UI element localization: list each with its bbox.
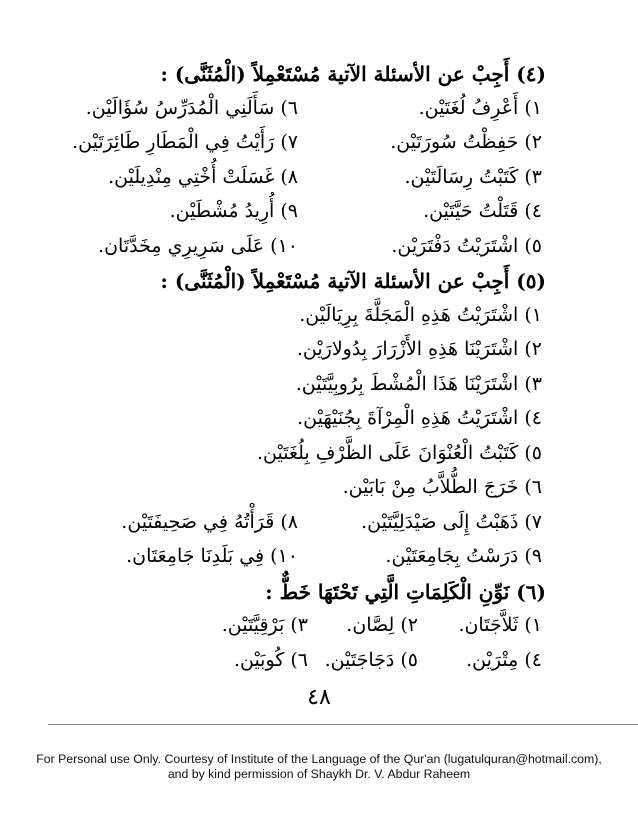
section-4-item-6: ٦) سَأَلَنِي الْمُدَرِّسُ سُؤَالَيْن. — [85, 96, 298, 119]
section-5-item-10: ١٠) فِي بَلَدِنَا جَامِعَتَان. — [126, 545, 298, 567]
section-5-item-6: ٦) خَرَجَ الطُّلاَّبُ مِنْ بَابَيْن. — [342, 476, 542, 498]
section-5-item-5: ٥) كَتَبْتُ الْعُنْوَانَ عَلَى الظَّرْفِ بِلُغَتَيْن. — [256, 441, 542, 464]
section-4-item-10: ١٠) عَلَى سَرِيرِي مِخَدَّتَان. — [98, 234, 298, 257]
section-4-item-8: ٨) غَسَلَتْ أُخْتِي مِنْدِيلَيْن. — [108, 165, 298, 188]
section-4-item-3: ٣) كَتَبْتُ رِسَالَتَيْن. — [404, 165, 542, 188]
section-6-item-2: ٢) لِصَّان. — [346, 614, 418, 636]
footer-divider — [48, 724, 638, 725]
section-4-item-2: ٢) حَفِظْتُ سُورَتَيْن. — [390, 131, 542, 153]
section-5-item-3: ٣) اشْتَرَيْنَا هَذَا الْمُشْطَ بِرُوبِيَّتَيْن. — [295, 372, 542, 395]
section-4-item-5: ٥) اشْتَرَيْتُ دَفْتَرَيْن. — [391, 234, 542, 257]
section-4-item-9: ٩) أُرِيدُ مُشْطَيْن. — [169, 200, 298, 222]
section-5-item-2: ٢) اشْتَرَيْنَا هَذِهِ الأَزْرَارَ بِدُولارَيْن. — [296, 338, 542, 360]
section-5-item-1: ١) اشْتَرَيْتُ هَذِهِ الْمَجَلَّةَ بِرِيَالَيْن. — [299, 303, 542, 326]
section-5-heading: (٥) أَجِبْ عن الأسئلة الآتية مُسْتَعْمِلاً (الْمُثَنَّى) : — [160, 269, 546, 293]
page-number: ٤٨ — [307, 685, 331, 710]
section-6-item-3: ٣) بَرْقِيَّتَيْن. — [221, 614, 308, 636]
section-4-item-1: ١) أَعْرِفُ لُغَتَيْن. — [418, 96, 542, 119]
section-5-item-9: ٩) دَرَسْتُ بِجَامِعَتَيْن. — [385, 545, 542, 567]
section-6-item-6: ٦) كُوبَيْن. — [233, 648, 308, 671]
footer-line-2: and by kind permission of Shaykh Dr. V. Abdur Raheem — [167, 767, 471, 781]
section-5-item-7: ٧) ذَهَبْتُ إِلَى صَيْدَلِيَّتَيْن. — [361, 510, 542, 533]
section-5-item-8: ٨) قَرَأْتُهُ فِي صَحِيفَتَيْن. — [121, 510, 298, 533]
section-6-item-1: ١) ثَلاَّجَتَان. — [458, 614, 542, 636]
section-6-heading: (٦) نَوِّنِ الْكَلِمَاتِ الَّتِي تَحْتَهَا خَطٌّ : — [265, 579, 546, 604]
section-4-item-7: ٧) رَأَيْتُ فِي الْمَطَارِ طَائِرَتَيْن. — [72, 131, 298, 153]
section-6-item-4: ٤) مِتْرَيْن. — [466, 648, 542, 671]
section-5-item-4: ٤) اشْتَرَيْتُ هَذِهِ الْمِرْآةَ بِجُنَيْهَيْن. — [297, 407, 542, 429]
footer-line-1: For Personal use Only. Courtesy of Institute of the Language of the Qur'an (lugatulquran@hotmail.com), — [36, 752, 602, 766]
section-4-item-4: ٤) قَتَلْتُ حَيَّتَيْن. — [423, 200, 542, 222]
section-4-heading: (٤) أَجِبْ عن الأسئلة الآتية مُسْتَعْمِلاً (الْمُثَنَّى) : — [160, 62, 546, 86]
section-6-item-5: ٥) دَجَاجَتَيْن. — [324, 648, 418, 671]
footer — [0, 752, 638, 782]
